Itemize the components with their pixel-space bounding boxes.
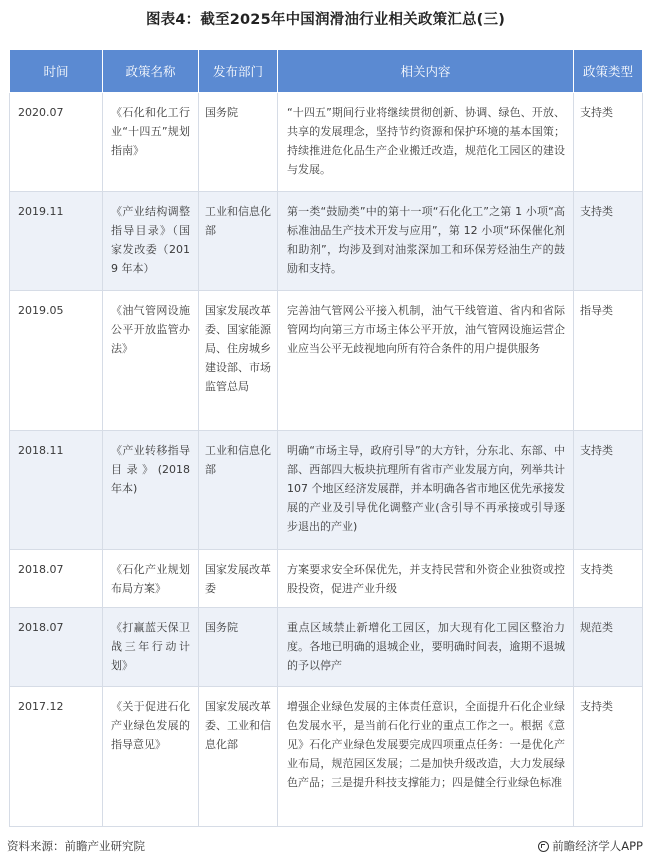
cell-department: 国家发展改革委: [199, 550, 278, 608]
cell-time: 2018.11: [10, 431, 103, 550]
cell-time: 2018.07: [10, 608, 103, 687]
cell-policy-type: 支持类: [574, 431, 643, 550]
cell-policy-name: 《关于促进石化产业绿色发展的指导意见》: [103, 687, 199, 827]
cell-policy-name: 《打赢蓝天保卫战三年行动计划》: [103, 608, 199, 687]
cell-policy-name: 《石化和化工行业“十四五”规划指南》: [103, 93, 199, 192]
column-header-content: 相关内容: [278, 50, 574, 93]
cell-time: 2019.11: [10, 192, 103, 291]
brand-credit: [538, 838, 643, 854]
table-row: [10, 93, 643, 192]
table-row: [10, 550, 643, 608]
cell-policy-type: 指导类: [574, 291, 643, 431]
cell-department: 国家发展改革委、国家能源局、住房城乡建设部、市场监管总局: [199, 291, 278, 431]
cell-content: 增强企业绿色发展的主体责任意识，全面提升石化企业绿色发展水平，是当前石化行业的重点工作之一。根据《意见》石化产业绿色发展要完成四项重点任务：一是优化产业布局，规范园区发展；二是加快升级改造，大力发展绿色产品；三是提升科技支撑能力；四是健全行业绿色标准: [278, 687, 574, 827]
cell-content: 明确“市场主导，政府引导”的大方针，分东北、东部、中部、西部四大板块抗理所有省市产业发展方向，列举共计 107 个地区经济发展群，并本明确各省市地区优先承接发展的产业及引导优化调整产业(含引导不再承接或引导逐步退出的产业): [278, 431, 574, 550]
cell-policy-name: 《产业转移指导目录》(2018 年本): [103, 431, 199, 550]
cell-time: 2019.05: [10, 291, 103, 431]
cell-time: 2018.07: [10, 550, 103, 608]
cell-content: 重点区域禁止新增化工园区，加大现有化工园区整治力度。各地已明确的退城企业，要明确时间表，逾期不退城的予以停产: [278, 608, 574, 687]
cell-department: 国务院: [199, 608, 278, 687]
cell-policy-type: 支持类: [574, 93, 643, 192]
cell-policy-type: 支持类: [574, 687, 643, 827]
cell-content: “十四五”期间行业将继续贯彻创新、协调、绿色、开放、共享的发展理念，坚持节约资源和保护环境的基本国策；持续推进危化品生产企业搬迁改造，规范化工园区的建设与发展。: [278, 93, 574, 192]
table-row: [10, 608, 643, 687]
cell-content: 完善油气管网公平接入机制，油气干线管道、省内和省际管网均向第三方市场主体公平开放，油气管网设施运营企业应当公平无歧视地向所有符合条件的用户提供服务: [278, 291, 574, 431]
page-title: 图表4：截至2025年中国润滑油行业相关政策汇总(三): [145, 12, 506, 28]
brand-name: 前瞻经济学人APP: [552, 839, 643, 853]
column-header-policy-name: 政策名称: [103, 50, 199, 93]
cell-time: 2020.07: [10, 93, 103, 192]
column-header-time: 时间: [10, 50, 103, 93]
table-row: [10, 687, 643, 827]
table-row: [10, 431, 643, 550]
cell-time: 2017.12: [10, 687, 103, 827]
source-note: 资料来源：前瞻产业研究院: [7, 839, 145, 853]
table-row: [10, 192, 643, 291]
cell-policy-type: 支持类: [574, 550, 643, 608]
cell-policy-type: 支持类: [574, 192, 643, 291]
table-header-row: [10, 50, 643, 93]
table-row: [10, 291, 643, 431]
qianzhan-logo-icon: [538, 841, 549, 852]
column-header-policy-type: 政策类型: [574, 50, 643, 93]
cell-content: 方案要求安全环保优先，并支持民营和外资企业独资或控股投资，促进产业升级: [278, 550, 574, 608]
cell-department: 国务院: [199, 93, 278, 192]
cell-policy-name: 《石化产业规划布局方案》: [103, 550, 199, 608]
cell-department: 工业和信息化部: [199, 431, 278, 550]
column-header-department: 发布部门: [199, 50, 278, 93]
cell-policy-name: 《产业结构调整指导目录》（国家发改委（2019 年本）: [103, 192, 199, 291]
policy-table: [9, 49, 643, 827]
cell-policy-type: 规范类: [574, 608, 643, 687]
cell-content: 第一类“鼓励类”中的第十一项“石化化工”之第 1 小项“高标准油品生产技术开发与应用”，第 12 小项“环保催化剂和助剂”，均涉及到对油浆深加工和环保芳烃油生产的鼓励和支持。: [278, 192, 574, 291]
cell-department: 工业和信息化部: [199, 192, 278, 291]
cell-department: 国家发展改革委、工业和信息化部: [199, 687, 278, 827]
cell-policy-name: 《油气管网设施公平开放监管办法》: [103, 291, 199, 431]
